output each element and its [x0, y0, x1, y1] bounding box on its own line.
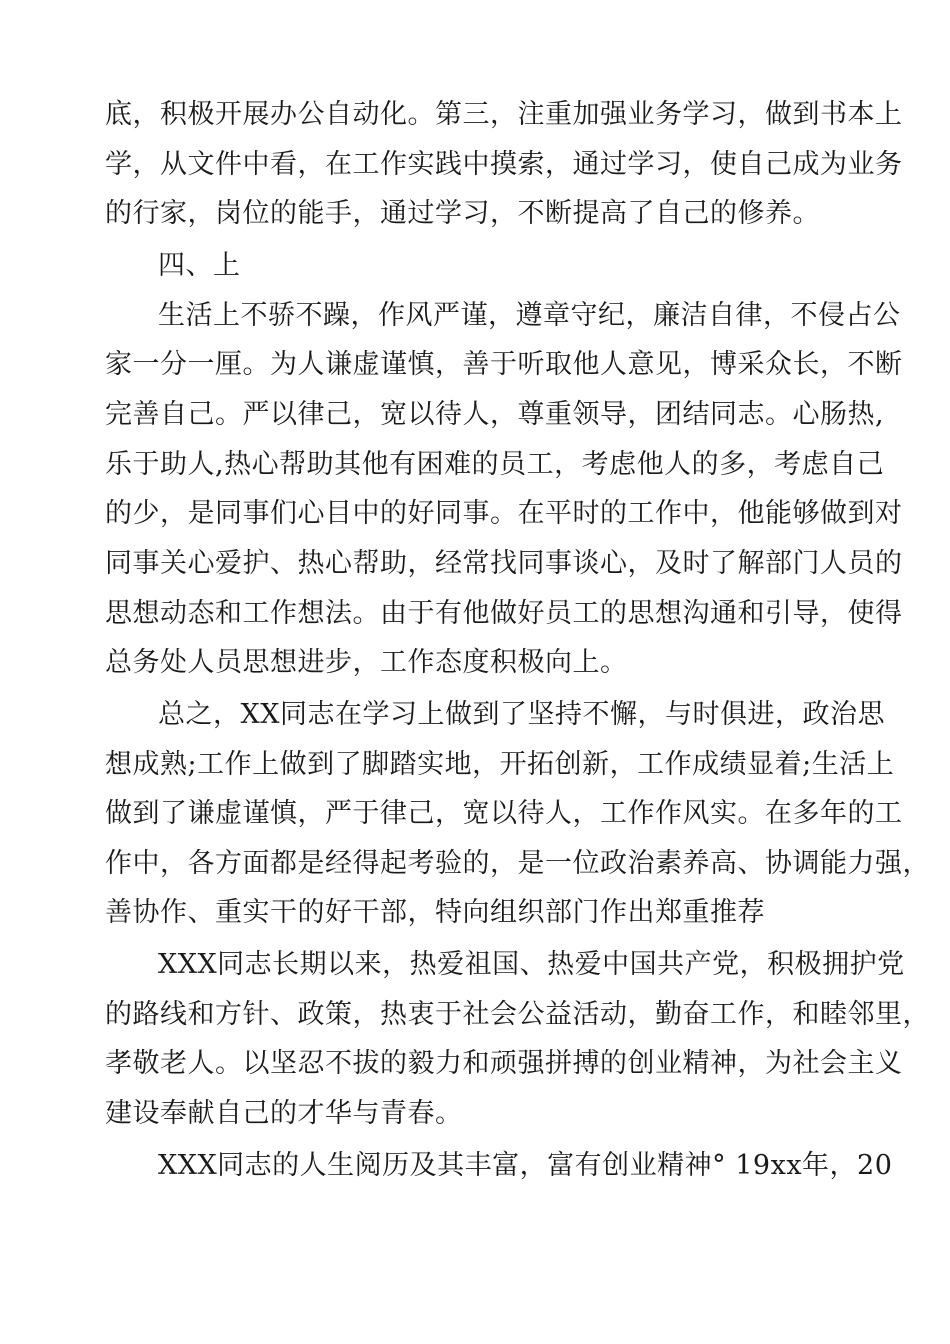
text-line: XXX同志长期以来，热爱祖国、热爱中国共产党，积极拥护党	[158, 949, 905, 980]
text-line: XXX同志的人生阅历及其丰富，富有创业精神° 19xx年，20	[158, 1150, 893, 1181]
text-line: 建设奉献自己的才华与青春。	[105, 1098, 463, 1129]
text-line: 善协作、重实干的好干部，特向组织部门作出郑重推荐	[105, 897, 765, 928]
text-line: 总之，XX同志在学习上做到了坚持不懈，与时俱进，政治思	[158, 699, 885, 730]
text-line: 做到了谦虚谨慎，严于律己，宽以待人，工作作风实。在多年的工	[105, 798, 903, 829]
text-line: 作中，各方面都是经得起考验的，是一位政治素养高、协调能力强，	[105, 848, 930, 879]
text-line: 家一分一厘。为人谦虚谨慎，善于听取他人意见，博采众长，不断	[105, 349, 903, 380]
text-line: 思想动态和工作想法。由于有他做好员工的思想沟通和引导，使得	[105, 598, 903, 629]
text-line: 的路线和方针、政策，热衷于社会公益活动，勤奋工作，和睦邻里，	[105, 999, 930, 1030]
text-line: 学，从文件中看，在工作实践中摸索，通过学习，使自己成为业务	[105, 149, 903, 180]
text-line: 完善自己。严以律己，宽以待人，尊重领导，团结同志。心肠热,	[105, 399, 885, 430]
text-line: 的少，是同事们心目中的好同事。在平时的工作中，他能够做到对	[105, 498, 903, 529]
text-line: 生活上不骄不躁，作风严谨，遵章守纪，廉洁自律，不侵占公	[158, 300, 901, 331]
section-heading: 四、上	[158, 250, 241, 281]
text-line: 想成熟;工作上做到了脚踏实地，开拓创新，工作成绩显着;生活上	[105, 749, 895, 780]
text-line: 乐于助人,热心帮助其他有困难的员工，考虑他人的多，考虑自己	[105, 449, 885, 480]
text-line: 底，积极开展办公自动化。第三，注重加强业务学习，做到书本上	[105, 99, 903, 130]
text-line: 同事关心爱护、热心帮助，经常找同事谈心，及时了解部门人员的	[105, 548, 903, 579]
text-line: 总务处人员思想进步，工作态度积极向上。	[105, 647, 628, 678]
text-line: 的行家，岗位的能手，通过学习，不断提高了自己的修养。	[105, 198, 820, 229]
text-line: 孝敬老人。以坚忍不拔的毅力和顽强拼搏的创业精神，为社会主义	[105, 1048, 903, 1079]
